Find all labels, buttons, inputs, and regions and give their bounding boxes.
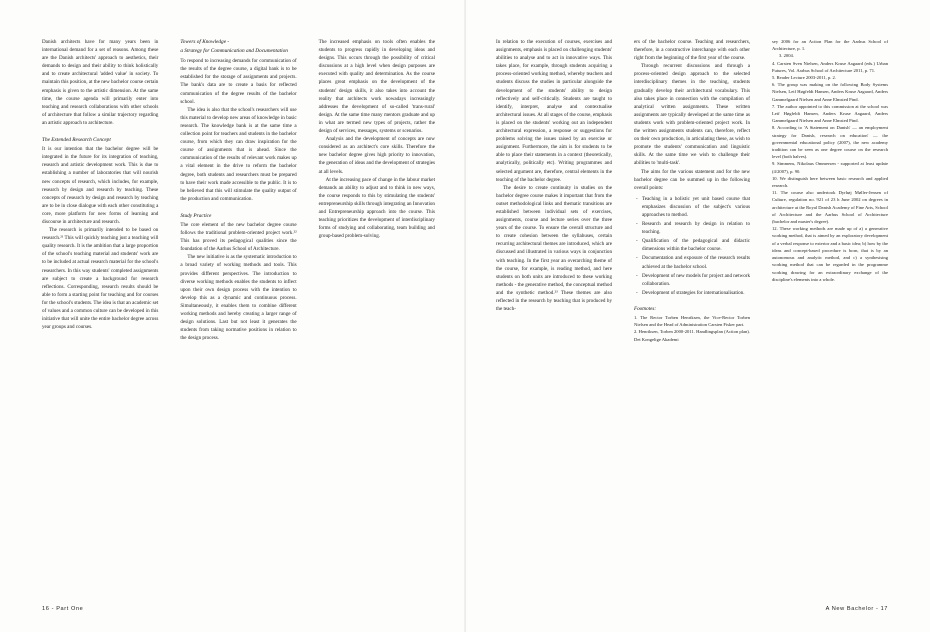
paragraph: The increased emphasis on tools often enables the students to progress rapidly in developing ideas and designs. This occurs through the possibility of critical discussions at a high level when design purposes are executed with quality and determination. As the course places great emphasis on the development of the students' design skills, it also takes into account the reality that architects work nowadays increasingly addresses the development of so-called 'trans-rural' design. At the same time many mentors graduate and up in what are termed new types of projects, rather the design of services, messages, systems or scenarios. [318, 39, 435, 135]
list-item: - Documentation and exposure of the research results achieved at the bachelor school. [642, 254, 750, 270]
section-heading-towers: Towers of Knowledge - [180, 39, 230, 45]
paragraph: The new initiative is as the systematic introduction to a broad variety of working methods and tools. This provides different perspectives. The introduction to diverse working methods enables the students to inflect upon their own design process with the intention to develop this as a dynamic and continuous process. Simultaneously, it enables them to combine different working methods and hereby creating a larger range of design solutions. Last but not least it generates the students from taking normative positions in relation to the design process. [180, 254, 297, 342]
list-item: - Teaching in a holistic yet unit based course that emphasizes discussion of the subject's various approaches to method. [642, 195, 750, 219]
reference-item: 3. 2004. [779, 53, 794, 59]
reference-item: 7. The author appointed to this commission at the school was Leif Høgfeldt Hansen, Anders Kruse Aagaard, Anders Gammelgaard Nielsen and Anne Elmsted Pind. [772, 103, 888, 124]
paragraph: Danish architects have for many years been in international demand for a set of reasons. Among these are the Danish architects' approach to aesthetics, their demands to design and their ability to think holistically and to create architectural 'added value' in society. To maintain this position, at the new bachelor course certain emphasis is given to the artistic dimension. At the same time, the course agenda will primarily enter into teaching and research collaborations with other schools of architecture that follow a similar trajectory regarding an artistic approach to architecture. [42, 39, 159, 126]
left-column-3 [319, 38, 435, 578]
right-column-3 [772, 38, 888, 578]
section-heading-extended-research: The Extended Research Concept [42, 137, 111, 144]
left-column-2 [180, 38, 296, 578]
reference-item: 11. The course also undertook Dyrhøj Møller-Jensen of Culture, regulation no. 921 of 23 h June 2002 on degrees in architecture at the Royal Danish Academy of Fine Arts, School of Architecture and the Aarhus School of Architecture (bachelor and master's degree). [772, 190, 888, 225]
paragraph: At the increasing pace of change in the labour market demands an ability to adjust and to think in new ways, the course responds to this by stimulating the students' entrepreneurship skills through integrating an Innovation and Entrepreneurship approach into the course. This teaching prioritizes the development of interdisciplinary forms of studying and collaborating, team building and group-based problem-solving. [318, 176, 435, 240]
footnote-item: Henriksen, Torben 2000-2011. Handlingsplan (Action plan). Det Kongelige Akademi [634, 329, 750, 342]
reference-item: 4. Carsten Sven Nielsen, Anders Kruse Aagaard (eds.) Urban Futures, Vol. Aarhus School of Architecture 2011, p. 71. [772, 60, 888, 73]
right-page [465, 0, 930, 632]
paragraph: It is our intention that the bachelor degree will be integrated in the future for its integration of teaching, research and artistic development work. This is due to establishing a number of laboratories that will nourish new concepts of research, which includes, for example, research by design and research by teaching. These concepts of research by design and research by teaching are to be in close dialogue with each other constituting a core, more platform for new forms of learning and discourse in architecture and research. [42, 146, 159, 225]
paragraph: The aims for the various statement and for the new bachelor degree can be summed up in the following overall points: [634, 168, 750, 191]
reference-item: 8. According to 'A Statement on Danish' — an employment strategy for Danish, research on education' — the governmental educational policy (2007), the new academy tradition can be seen as one degree course on the research level (both halves). [772, 125, 888, 160]
reference-item: sey 2006 for an Action Plan for the Aarhus School of Architecture, p. 1. [772, 39, 888, 52]
paragraph: The core element of the new bachelor degree course follows the traditional problem-oriented project work.²² This has proved its pedagogical qualities since the foundation of the Aarhus School of Architecture. [180, 221, 297, 253]
paragraph: To respond to increasing demands for communication of the results of the degree course, a digital bank is to be established for the storage of assignments and projects. The bank's data are to create a basis for reflected communication of the degree results of the bachelor school. [180, 58, 297, 105]
reference-item: 12. These working methods are made up of a) a generative working method, that is aimed by an exploratory development of a verbal response to exterior and a basic idea; b) how by the ideas and concept-based procedure is born, that is by an autonomous and analytic method, and c) a synthesising working method that can be regarded in the programme working drawing for an extraordinary exchange of the discipline's elements into a whole. [772, 226, 888, 282]
paragraph: Analysis and the development of concepts are now considered as an architect's core skills. Therefore the new bachelor degree gives high priority to innovation, the generation of ideas and the development of strategies at all levels. [318, 136, 435, 175]
left-page-columns [42, 38, 435, 578]
list-item: - Research and research by design in relation to teaching. [642, 220, 750, 236]
reference-item: 10. We distinguish here between basic research and applied research. [772, 175, 888, 189]
paragraph: Through recurrent discussions and through a process-oriented design approach to the selected interdisciplinary themes in the teaching, students gradually develop their architectural vocabulary. This also takes place in connection with the compilation of analytical written assignments. These written assignments are typically developed at the same time as students work with problem-oriented project work. In the written assignments students can, therefore, reflect on their own production, in articulating these, as wish to promote the students' communication and linguistic skills. At the same time we wish to challenge their abilities to 'multi-task'. [634, 63, 750, 167]
footnotes-heading: Footnotes: [634, 305, 657, 312]
reference-item: 5. Reader Lecture 2003-2011, p. 2. [772, 75, 836, 81]
paragraph: ers of the bachelor course. Teaching and researchers, therefore, in a constructive interchange with each other right from the beginning of the first year of the course. [634, 39, 750, 62]
footnote-item: The Rector Torben Henriksen, the Vice-Rector Torben Nielsen and the Head of Administration Carsten Fisker part. [634, 315, 751, 328]
list-item: - Development of strategies for internationalisation. [642, 289, 750, 297]
paragraph: The research is primarily intended to be based on research.²¹ This will quickly teaching just a teaching will quality research. It is the ambition that a large proportion of the school's teaching material and students' work are to be included at actual research material for the school's researchers. In this way students' completed assignments are subject to create a background for research reflections. Corresponding, research results should be able to form a starting point for teaching and for courses for the school's students. The idea is that an academic set of values and a common culture can be developed in this initiative that will unite the entire bachelor degree across year groups and courses. [42, 227, 159, 331]
page-number-right: A New Bachelor - 17 [825, 606, 888, 612]
right-page-columns [496, 38, 888, 578]
right-column-1 [496, 38, 612, 578]
paragraph: In relation to the execution of courses, exercises and assignments, emphasis is placed on challenging students' abilities to analyse and to act in innovative ways. This takes place, for example, through students acquiring a process-oriented working method, whereby teachers and students discuss the studies in particular alongside the development of the students' ability to design reflectively and self-critically. Students are taught to identify, interpret, analyse and contextualise architectural issues. At all stages of the course, emphasis is placed on the students' working out an independent architectural expression, a response or suggestions for problems solving the issues raised by an exercise or assignment. Furthermore, the aim is for students to be able to place their statements in a context (theoretically, analytically, politically etc). Writing programmes and selected argument are, therefore, central elements in the teaching of the bachelor degree. [496, 39, 612, 183]
left-column-1 [42, 38, 158, 578]
paragraph: The desire to create continuity in studies on the bachelor degree course makes it important that from the outset methodological links and thematic transitions are established between individual sets of exercises, assignments, course and lecture series over the three years of the course. To ensure the overall structure and to create cohesion between the syllabuses, certain recurring architectural themes are introduced, which are discussed and illustrated in various ways in conjunction with teaching. In the first year an overarching theme of the course, for example, is reading method, and here students on both units are introduced to these working methods - the generative method, the conceptual method and the synthetic method.²³ These themes are also reflected in the research by teaching that is produced by the teach- [496, 184, 612, 313]
list-item: - Qualification of the pedagogical and didactic dimensions within the bachelor course. [642, 237, 750, 253]
section-heading-study-practice: Study Practice [180, 212, 212, 219]
reference-item: 9. Simmens, Nikolaus Ommersen - supported at least update (4/2007), p. 90. [772, 161, 888, 174]
list-item: - Development of new models for project and network collaboration. [642, 272, 750, 288]
section-subheading-towers: a Strategy for Communication and Documentation [180, 48, 288, 55]
footnotes-list [634, 314, 750, 343]
right-column-2 [634, 38, 750, 578]
aims-list [634, 195, 750, 297]
paragraph: The idea is also that the school's researchers will use this material to develop new areas of knowledge in basic research. The knowledge bank is at the same time a collection point for teachers and students in the bachelor course, from which they can draw inspiration for the course of assignments that is ahead. Since the communication of the results of relevant work makes up a vital element in the drive to reform the bachelor degree, both students and researchers must be prepared to have their work made accessible to the public. It is to be believed that this will stimulate the quality output of the production and communication. [180, 106, 297, 202]
page-number-left: 16 - Part One [42, 606, 84, 612]
reference-item: 6. The group was making on the following Body Systems Nielsen, Leif Høgfeldt Hansen, Anders Kruse Aagaard, Anders Gammelgaard Nielsen and Anne Elmsted Pind. [772, 82, 888, 102]
